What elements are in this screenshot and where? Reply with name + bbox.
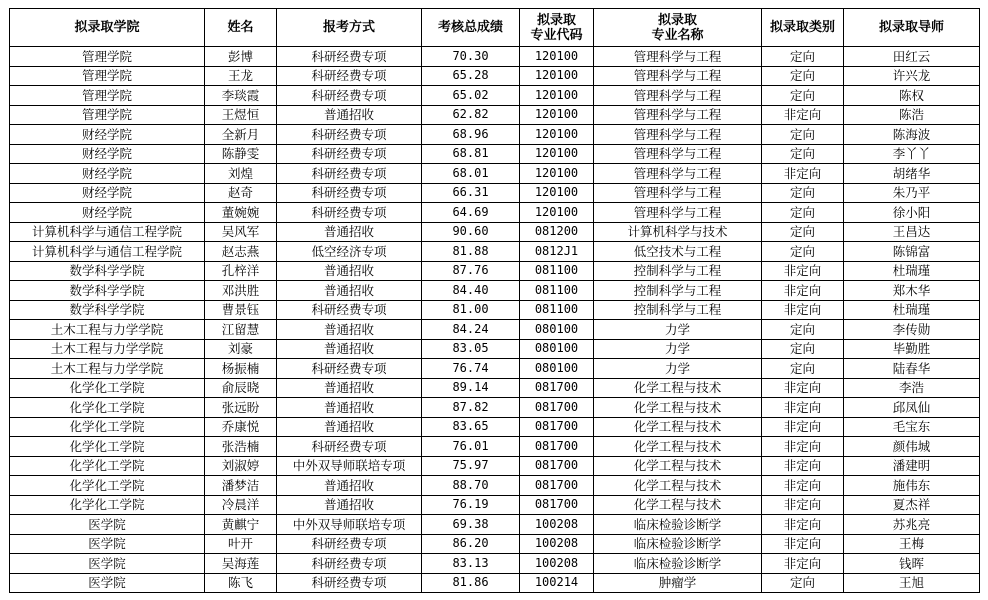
cell-name: 张远盼: [205, 398, 277, 418]
cell-score: 87.82: [422, 398, 520, 418]
cell-name: 张浩楠: [205, 437, 277, 457]
cell-major-name: 管理科学与工程: [594, 66, 762, 86]
table-row: [10, 261, 980, 281]
cell-category: 定向: [762, 203, 844, 223]
cell-advisor: 陆春华: [844, 359, 980, 379]
cell-method: 科研经费专项: [277, 164, 422, 184]
cell-major-code: 120100: [520, 47, 594, 67]
header-major-code-line2: 专业代码: [530, 27, 583, 43]
table-row: [10, 144, 980, 164]
cell-college: 化学化工学院: [10, 495, 205, 515]
cell-name: 彭博: [205, 47, 277, 67]
cell-score: 68.81: [422, 144, 520, 164]
cell-method: 普通招收: [277, 105, 422, 125]
cell-category: 非定向: [762, 515, 844, 535]
cell-college: 土木工程与力学学院: [10, 359, 205, 379]
cell-major-name: 管理科学与工程: [594, 144, 762, 164]
cell-major-name: 化学工程与技术: [594, 398, 762, 418]
cell-name: 刘煌: [205, 164, 277, 184]
cell-college: 化学化工学院: [10, 456, 205, 476]
cell-category: 定向: [762, 359, 844, 379]
cell-major-code: 081700: [520, 456, 594, 476]
cell-college: 化学化工学院: [10, 437, 205, 457]
cell-method: 科研经费专项: [277, 573, 422, 593]
cell-college: 管理学院: [10, 105, 205, 125]
cell-major-name: 化学工程与技术: [594, 378, 762, 398]
cell-major-code: 080100: [520, 359, 594, 379]
cell-major-code: 080100: [520, 320, 594, 340]
cell-college: 财经学院: [10, 183, 205, 203]
cell-advisor: 钱晖: [844, 554, 980, 574]
cell-advisor: 陈浩: [844, 105, 980, 125]
table-row: [10, 86, 980, 106]
cell-name: 叶开: [205, 534, 277, 554]
cell-college: 医学院: [10, 534, 205, 554]
cell-college: 化学化工学院: [10, 417, 205, 437]
cell-college: 管理学院: [10, 47, 205, 67]
cell-advisor: 王昌达: [844, 222, 980, 242]
cell-score: 83.65: [422, 417, 520, 437]
cell-name: 刘淑婷: [205, 456, 277, 476]
cell-score: 83.13: [422, 554, 520, 574]
cell-score: 87.76: [422, 261, 520, 281]
cell-college: 财经学院: [10, 125, 205, 145]
cell-major-name: 化学工程与技术: [594, 476, 762, 496]
cell-major-code: 120100: [520, 183, 594, 203]
table-row: [10, 203, 980, 223]
cell-name: 王龙: [205, 66, 277, 86]
cell-college: 医学院: [10, 554, 205, 574]
cell-method: 科研经费专项: [277, 359, 422, 379]
cell-category: 非定向: [762, 554, 844, 574]
table-row: [10, 300, 980, 320]
cell-category: 非定向: [762, 417, 844, 437]
cell-advisor: 杜瑞瑾: [844, 300, 980, 320]
cell-major-name: 管理科学与工程: [594, 203, 762, 223]
cell-advisor: 苏兆亮: [844, 515, 980, 535]
cell-method: 普通招收: [277, 222, 422, 242]
table-row: [10, 398, 980, 418]
table-row: [10, 554, 980, 574]
cell-category: 非定向: [762, 495, 844, 515]
cell-score: 76.01: [422, 437, 520, 457]
cell-college: 财经学院: [10, 203, 205, 223]
cell-major-code: 120100: [520, 203, 594, 223]
cell-name: 王煜恒: [205, 105, 277, 125]
cell-advisor: 李浩: [844, 378, 980, 398]
cell-method: 普通招收: [277, 398, 422, 418]
cell-major-name: 临床检验诊断学: [594, 534, 762, 554]
cell-name: 陈静雯: [205, 144, 277, 164]
cell-major-name: 管理科学与工程: [594, 105, 762, 125]
cell-major-code: 120100: [520, 164, 594, 184]
cell-score: 83.05: [422, 339, 520, 359]
table-row: [10, 515, 980, 535]
cell-category: 定向: [762, 86, 844, 106]
cell-method: 科研经费专项: [277, 125, 422, 145]
cell-advisor: 杜瑞瑾: [844, 261, 980, 281]
cell-advisor: 邱凤仙: [844, 398, 980, 418]
cell-college: 化学化工学院: [10, 378, 205, 398]
cell-score: 69.38: [422, 515, 520, 535]
cell-advisor: 颜伟城: [844, 437, 980, 457]
cell-category: 非定向: [762, 476, 844, 496]
cell-score: 75.97: [422, 456, 520, 476]
cell-category: 非定向: [762, 456, 844, 476]
cell-major-name: 管理科学与工程: [594, 125, 762, 145]
cell-name: 吴海莲: [205, 554, 277, 574]
cell-advisor: 朱乃平: [844, 183, 980, 203]
cell-major-name: 化学工程与技术: [594, 437, 762, 457]
cell-category: 非定向: [762, 534, 844, 554]
cell-method: 科研经费专项: [277, 437, 422, 457]
table-row: [10, 164, 980, 184]
cell-major-name: 力学: [594, 320, 762, 340]
table-row: [10, 125, 980, 145]
cell-advisor: 许兴龙: [844, 66, 980, 86]
cell-method: 普通招收: [277, 417, 422, 437]
table-row: [10, 417, 980, 437]
cell-score: 62.82: [422, 105, 520, 125]
cell-advisor: 田红云: [844, 47, 980, 67]
table-row: [10, 573, 980, 593]
cell-major-name: 临床检验诊断学: [594, 515, 762, 535]
cell-method: 普通招收: [277, 476, 422, 496]
table-row: [10, 105, 980, 125]
cell-major-code: 081100: [520, 300, 594, 320]
cell-score: 65.02: [422, 86, 520, 106]
cell-method: 科研经费专项: [277, 554, 422, 574]
cell-major-name: 计算机科学与技术: [594, 222, 762, 242]
cell-name: 董婉婉: [205, 203, 277, 223]
cell-score: 84.24: [422, 320, 520, 340]
cell-major-code: 081700: [520, 398, 594, 418]
cell-major-code: 100208: [520, 534, 594, 554]
cell-name: 刘豪: [205, 339, 277, 359]
cell-category: 定向: [762, 242, 844, 262]
cell-major-name: 化学工程与技术: [594, 456, 762, 476]
cell-college: 化学化工学院: [10, 398, 205, 418]
cell-category: 定向: [762, 320, 844, 340]
cell-category: 定向: [762, 183, 844, 203]
cell-major-name: 低空技术与工程: [594, 242, 762, 262]
cell-name: 乔康悦: [205, 417, 277, 437]
table-row: [10, 534, 980, 554]
header-major-code: [520, 9, 594, 47]
table-row: [10, 222, 980, 242]
cell-major-name: 管理科学与工程: [594, 47, 762, 67]
cell-college: 数学科学学院: [10, 300, 205, 320]
cell-name: 赵奇: [205, 183, 277, 203]
cell-score: 86.20: [422, 534, 520, 554]
cell-category: 定向: [762, 573, 844, 593]
table-row: [10, 456, 980, 476]
cell-name: 俞辰晓: [205, 378, 277, 398]
cell-category: 定向: [762, 47, 844, 67]
cell-advisor: 毕勤胜: [844, 339, 980, 359]
cell-advisor: 潘建明: [844, 456, 980, 476]
cell-major-code: 081700: [520, 378, 594, 398]
cell-college: 医学院: [10, 515, 205, 535]
cell-major-code: 120100: [520, 105, 594, 125]
cell-major-code: 100214: [520, 573, 594, 593]
cell-method: 普通招收: [277, 281, 422, 301]
cell-college: 管理学院: [10, 86, 205, 106]
table-header: [10, 9, 980, 47]
table-row: [10, 183, 980, 203]
cell-category: 非定向: [762, 300, 844, 320]
cell-category: 定向: [762, 125, 844, 145]
header-advisor: 拟录取导师: [844, 9, 980, 47]
cell-major-code: 081700: [520, 476, 594, 496]
cell-score: 70.30: [422, 47, 520, 67]
table-row: [10, 47, 980, 67]
cell-advisor: 王旭: [844, 573, 980, 593]
cell-advisor: 李丫丫: [844, 144, 980, 164]
header-major-name-line1: 拟录取: [657, 12, 697, 28]
cell-name: 邓洪胜: [205, 281, 277, 301]
cell-category: 定向: [762, 144, 844, 164]
table-row: [10, 339, 980, 359]
cell-method: 科研经费专项: [277, 300, 422, 320]
header-name: 姓名: [205, 9, 277, 47]
table-row: [10, 495, 980, 515]
cell-category: 非定向: [762, 164, 844, 184]
table-row: [10, 281, 980, 301]
cell-advisor: 李传勋: [844, 320, 980, 340]
cell-college: 土木工程与力学学院: [10, 320, 205, 340]
cell-category: 非定向: [762, 437, 844, 457]
cell-major-code: 120100: [520, 66, 594, 86]
cell-name: 江留慧: [205, 320, 277, 340]
cell-college: 土木工程与力学学院: [10, 339, 205, 359]
admission-table: [9, 8, 980, 593]
cell-method: 科研经费专项: [277, 183, 422, 203]
table-row: [10, 359, 980, 379]
cell-advisor: 胡绪华: [844, 164, 980, 184]
cell-name: 孔梓洋: [205, 261, 277, 281]
cell-score: 64.69: [422, 203, 520, 223]
cell-major-code: 081700: [520, 417, 594, 437]
cell-method: 科研经费专项: [277, 86, 422, 106]
table-row: [10, 378, 980, 398]
header-method: 报考方式: [277, 9, 422, 47]
cell-college: 计算机科学与通信工程学院: [10, 222, 205, 242]
cell-category: 非定向: [762, 398, 844, 418]
table-row: [10, 242, 980, 262]
header-score: 考核总成绩: [422, 9, 520, 47]
cell-name: 李琰霞: [205, 86, 277, 106]
cell-major-code: 081700: [520, 495, 594, 515]
cell-method: 中外双导师联培专项: [277, 515, 422, 535]
cell-name: 杨振楠: [205, 359, 277, 379]
header-major-name: [594, 9, 762, 47]
cell-college: 医学院: [10, 573, 205, 593]
cell-college: 财经学院: [10, 164, 205, 184]
cell-score: 81.86: [422, 573, 520, 593]
cell-method: 科研经费专项: [277, 47, 422, 67]
cell-category: 定向: [762, 339, 844, 359]
cell-name: 潘梦洁: [205, 476, 277, 496]
cell-college: 数学科学学院: [10, 281, 205, 301]
cell-major-name: 管理科学与工程: [594, 86, 762, 106]
cell-category: 非定向: [762, 105, 844, 125]
cell-advisor: 施伟东: [844, 476, 980, 496]
cell-name: 赵志燕: [205, 242, 277, 262]
header-row: [10, 9, 980, 47]
cell-major-name: 控制科学与工程: [594, 281, 762, 301]
cell-major-code: 081200: [520, 222, 594, 242]
cell-college: 管理学院: [10, 66, 205, 86]
cell-name: 陈飞: [205, 573, 277, 593]
header-major-code-line1: 拟录取: [536, 12, 576, 28]
cell-method: 普通招收: [277, 495, 422, 515]
cell-score: 66.31: [422, 183, 520, 203]
cell-score: 68.01: [422, 164, 520, 184]
cell-category: 非定向: [762, 261, 844, 281]
cell-advisor: 郑木华: [844, 281, 980, 301]
cell-score: 84.40: [422, 281, 520, 301]
cell-major-code: 120100: [520, 144, 594, 164]
cell-major-code: 081100: [520, 281, 594, 301]
cell-major-name: 力学: [594, 339, 762, 359]
cell-advisor: 徐小阳: [844, 203, 980, 223]
cell-major-code: 100208: [520, 515, 594, 535]
cell-name: 曹景钰: [205, 300, 277, 320]
table-body: [10, 47, 980, 593]
cell-advisor: 陈锦富: [844, 242, 980, 262]
header-category: 拟录取类别: [762, 9, 844, 47]
table-row: [10, 66, 980, 86]
cell-major-code: 081700: [520, 437, 594, 457]
cell-name: 冷晨洋: [205, 495, 277, 515]
cell-category: 非定向: [762, 378, 844, 398]
cell-major-name: 控制科学与工程: [594, 261, 762, 281]
cell-method: 科研经费专项: [277, 203, 422, 223]
cell-college: 数学科学学院: [10, 261, 205, 281]
cell-score: 76.74: [422, 359, 520, 379]
cell-category: 非定向: [762, 281, 844, 301]
cell-advisor: 王梅: [844, 534, 980, 554]
table-row: [10, 320, 980, 340]
cell-category: 定向: [762, 66, 844, 86]
cell-major-code: 120100: [520, 86, 594, 106]
cell-major-name: 管理科学与工程: [594, 183, 762, 203]
header-major-name-line2: 专业名称: [651, 27, 704, 43]
cell-college: 财经学院: [10, 144, 205, 164]
cell-name: 黄麒宁: [205, 515, 277, 535]
cell-score: 68.96: [422, 125, 520, 145]
cell-advisor: 陈权: [844, 86, 980, 106]
cell-method: 科研经费专项: [277, 144, 422, 164]
cell-score: 88.70: [422, 476, 520, 496]
table-row: [10, 476, 980, 496]
table-row: [10, 437, 980, 457]
cell-major-code: 080100: [520, 339, 594, 359]
cell-score: 81.88: [422, 242, 520, 262]
cell-major-name: 力学: [594, 359, 762, 379]
cell-score: 65.28: [422, 66, 520, 86]
cell-method: 普通招收: [277, 261, 422, 281]
cell-category: 定向: [762, 222, 844, 242]
cell-method: 普通招收: [277, 339, 422, 359]
header-college: 拟录取学院: [10, 9, 205, 47]
cell-major-code: 100208: [520, 554, 594, 574]
cell-major-name: 化学工程与技术: [594, 417, 762, 437]
cell-college: 化学化工学院: [10, 476, 205, 496]
cell-score: 81.00: [422, 300, 520, 320]
cell-college: 计算机科学与通信工程学院: [10, 242, 205, 262]
cell-method: 普通招收: [277, 378, 422, 398]
cell-method: 科研经费专项: [277, 66, 422, 86]
cell-major-code: 081100: [520, 261, 594, 281]
cell-method: 低空经济专项: [277, 242, 422, 262]
cell-score: 90.60: [422, 222, 520, 242]
cell-method: 科研经费专项: [277, 534, 422, 554]
cell-major-name: 临床检验诊断学: [594, 554, 762, 574]
cell-name: 吴风军: [205, 222, 277, 242]
cell-score: 76.19: [422, 495, 520, 515]
cell-major-name: 控制科学与工程: [594, 300, 762, 320]
cell-major-code: 0812J1: [520, 242, 594, 262]
cell-major-name: 肿瘤学: [594, 573, 762, 593]
cell-method: 中外双导师联培专项: [277, 456, 422, 476]
cell-major-name: 化学工程与技术: [594, 495, 762, 515]
cell-method: 普通招收: [277, 320, 422, 340]
cell-advisor: 毛宝东: [844, 417, 980, 437]
cell-major-code: 120100: [520, 125, 594, 145]
cell-advisor: 陈海波: [844, 125, 980, 145]
cell-major-name: 管理科学与工程: [594, 164, 762, 184]
cell-advisor: 夏杰祥: [844, 495, 980, 515]
cell-score: 89.14: [422, 378, 520, 398]
cell-name: 全新月: [205, 125, 277, 145]
